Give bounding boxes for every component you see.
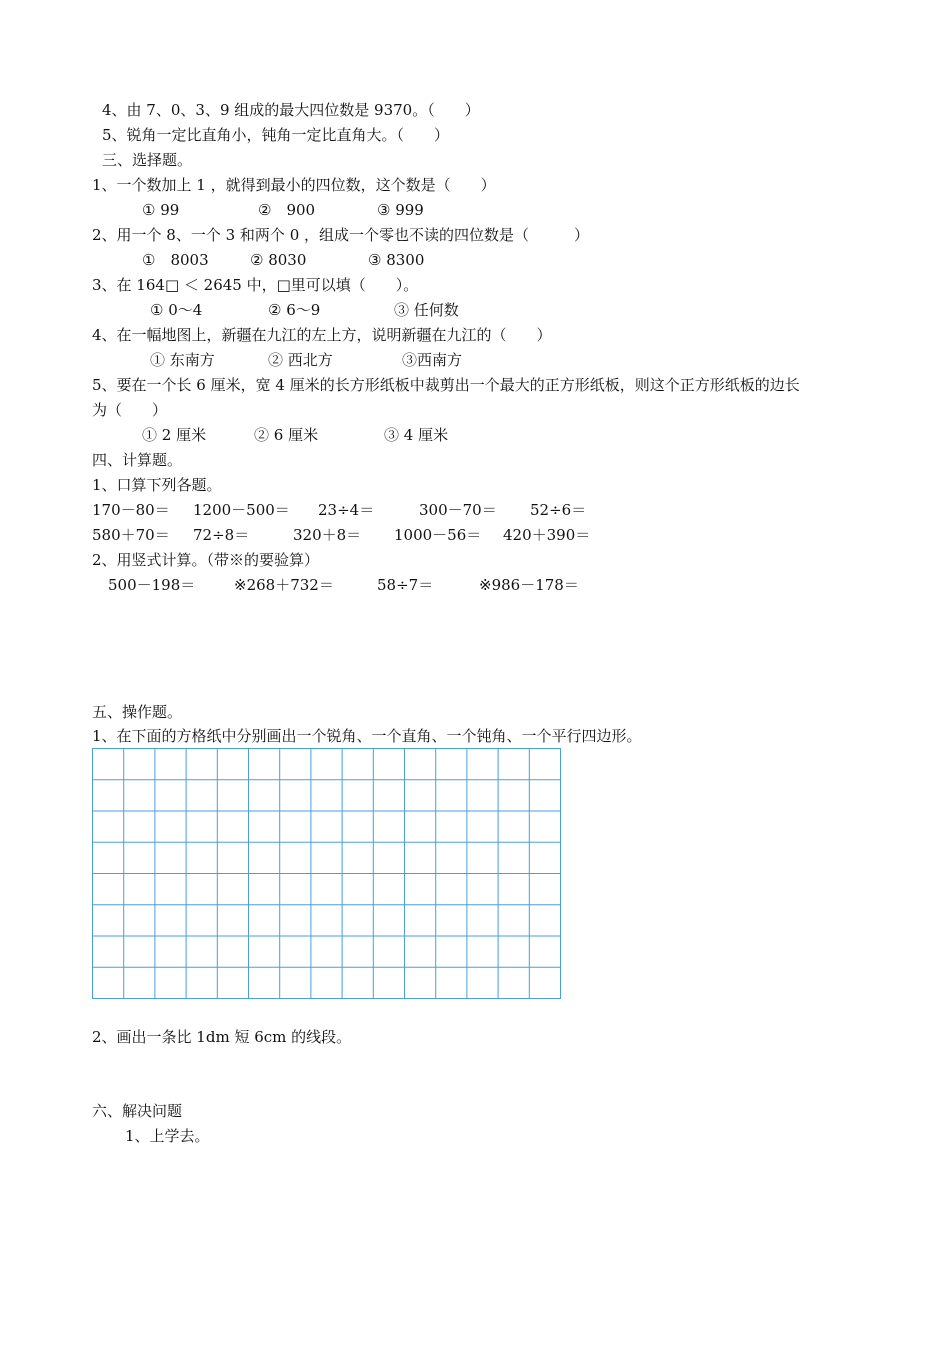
calc-vertical-title: 2、用竖式计算。（带※的要验算） [92, 551, 320, 569]
choice-q5-opt2: ② 6 厘米 [254, 426, 319, 444]
judge-q4: 4、由 7、0、3、9 组成的最大四位数是 9370。（ ） [102, 101, 480, 119]
choice-title: 三、选择题。 [102, 151, 193, 169]
oral-r1-c4: 300－70＝ [419, 501, 497, 519]
choice-q5-line2: 为（ ） [92, 401, 168, 419]
choice-q5-opt1: ① 2 厘米 [142, 426, 207, 444]
operate-q1: 1、在下面的方格纸中分别画出一个锐角、一个直角、一个钝角、一个平行四边形。 [92, 727, 642, 745]
calc-title: 四、计算题。 [92, 451, 183, 469]
choice-q2-opt1: ① 8003 [142, 251, 209, 269]
choice-q3-opt1: ① 0～4 [150, 301, 203, 319]
oral-r1-c5: 52÷6＝ [530, 501, 587, 519]
oral-r1-c2: 1200－500＝ [193, 501, 290, 519]
oral-r2-c2: 72÷8＝ [193, 526, 250, 544]
choice-q2-opt3: ③ 8300 [368, 251, 425, 269]
solve-q1: 1、上学去。 [125, 1127, 210, 1145]
solve-title: 六、解决问题 [92, 1102, 183, 1120]
choice-q1: 1、一个数加上 1 ，就得到最小的四位数，这个数是（ ） [92, 176, 496, 194]
vertical-item-2: ※268＋732＝ [234, 576, 334, 594]
choice-q3-opt2: ② 6～9 [268, 301, 321, 319]
vertical-item-1: 500－198＝ [108, 576, 196, 594]
vertical-item-4: ※986－178＝ [479, 576, 579, 594]
choice-q1-opt2: ② 900 [258, 201, 316, 219]
choice-q1-opt3: ③ 999 [377, 201, 424, 219]
oral-r2-c4: 1000－56＝ [394, 526, 482, 544]
operate-q2: 2、画出一条比 1dm 短 6cm 的线段。 [92, 1028, 352, 1046]
choice-q3-opt3: ③ 任何数 [394, 301, 459, 319]
oral-r2-c1: 580＋70＝ [92, 526, 170, 544]
operate-title: 五、操作题。 [92, 703, 183, 721]
choice-q1-opt1: ① 99 [142, 201, 180, 219]
oral-r1-c1: 170－80＝ [92, 501, 170, 519]
judge-q5: 5、锐角一定比直角小，钝角一定比直角大。（ ） [102, 126, 450, 144]
choice-q2: 2、用一个 8、一个 3 和两个 0 ，组成一个零也不读的四位数是（ ） [92, 226, 590, 244]
vertical-item-3: 58÷7＝ [377, 576, 434, 594]
choice-q4-opt1: ① 东南方 [150, 351, 215, 369]
calc-oral-title: 1、口算下列各题。 [92, 476, 222, 494]
oral-r1-c3: 23÷4＝ [318, 501, 375, 519]
choice-q4-opt2: ② 西北方 [268, 351, 333, 369]
square-grid-paper[interactable] [92, 748, 561, 999]
oral-r2-c5: 420＋390＝ [503, 526, 591, 544]
oral-r2-c3: 320＋8＝ [293, 526, 362, 544]
choice-q4-opt3: ③西南方 [402, 351, 463, 369]
choice-q5-line1: 5、要在一个长 6 厘米，宽 4 厘米的长方形纸板中裁剪出一个最大的正方形纸板，则这个正方形纸板的边长 [92, 376, 800, 394]
choice-q2-opt2: ② 8030 [250, 251, 307, 269]
choice-q4: 4、在一幅地图上，新疆在九江的左上方，说明新疆在九江的（ ） [92, 326, 552, 344]
choice-q5-opt3: ③ 4 厘米 [384, 426, 449, 444]
choice-q3: 3、在 164□ ＜ 2645 中，□里可以填（ ）。 [92, 276, 419, 294]
